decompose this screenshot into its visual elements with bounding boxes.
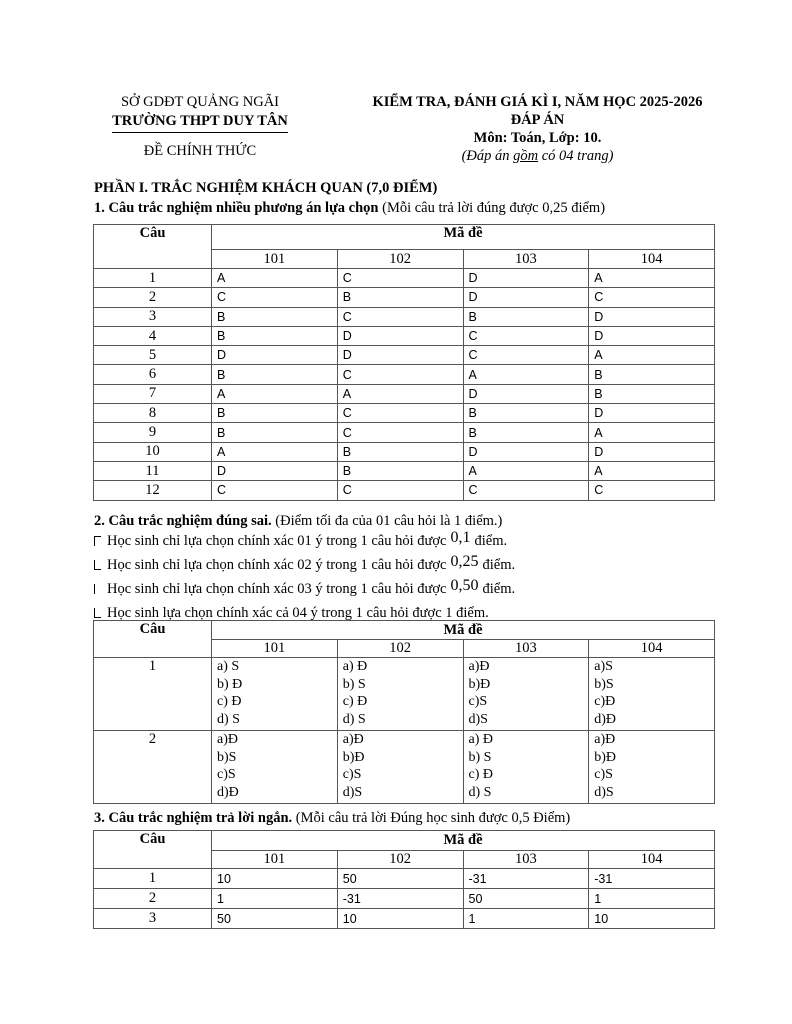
answer-cell: D (589, 404, 715, 423)
answer-cell: 50 (463, 889, 589, 909)
exam-code-102: 102 (337, 250, 463, 269)
rule-unit: điểm. (482, 581, 516, 597)
bullet-marker (94, 536, 101, 546)
question-number: 4 (94, 326, 212, 345)
statement-answer: c)S (594, 767, 613, 782)
table-row (94, 384, 715, 403)
answer-cell: 50 (212, 909, 338, 929)
table-row (94, 365, 715, 384)
answer-cell: A (212, 384, 338, 403)
col-header-cau: Câu (94, 831, 212, 869)
exam-code-103: 103 (463, 250, 589, 269)
answer-cell (589, 731, 715, 804)
department-name: SỞ GDĐT QUẢNG NGÃI (120, 94, 280, 110)
table-row (94, 889, 715, 909)
header-right (340, 93, 735, 165)
answer-cell (589, 658, 715, 731)
statement-answer: c)S (468, 694, 488, 709)
answer-cell: B (337, 288, 463, 307)
statement-answer: a)S (594, 659, 613, 674)
answer-cell: B (212, 404, 338, 423)
answer-cell: -31 (589, 869, 715, 889)
mc-note: (Mỗi câu trả lời đúng được 0,25 điểm) (378, 200, 606, 216)
answer-cell: D (212, 346, 338, 365)
question-number: 5 (94, 346, 212, 365)
answer-cell (337, 658, 463, 731)
answer-cell: A (463, 365, 589, 384)
sa-heading: 3. Câu trắc nghiệm trả lời ngắn. (94, 810, 293, 826)
question-number: 3 (94, 307, 212, 326)
answer-cell: C (337, 365, 463, 384)
question-number: 2 (94, 889, 212, 909)
note-suffix: có 04 trang) (538, 148, 614, 164)
table-row (94, 346, 715, 365)
answer-cell: C (337, 307, 463, 326)
note-prefix: (Đáp án (461, 148, 514, 164)
sa-note: (Mỗi câu trả lời Đúng học sinh được 0,5 Điểm) (292, 810, 571, 826)
statement-answer: d) S (217, 711, 240, 727)
scoring-rule (94, 529, 714, 556)
statement-answer: a) Đ (342, 659, 368, 674)
bullet-marker (94, 560, 101, 570)
col-header-cau: Câu (94, 225, 212, 269)
answer-cell: 1 (463, 909, 589, 929)
exam-code-103: 103 (463, 851, 589, 869)
col-header-ma-de: Mã đề (212, 621, 715, 640)
statement-answer: a)Đ (217, 732, 238, 747)
tf-note: (Điểm tối đa của 01 câu hỏi là 1 điểm.) (271, 513, 503, 529)
rule-text: Học sinh chỉ lựa chọn chính xác 02 ý trong 1 câu hỏi được (107, 557, 447, 573)
answer-cell: A (463, 461, 589, 480)
col-header-cau: Câu (94, 621, 212, 658)
answer-cell: B (212, 423, 338, 442)
answer-cell (337, 731, 463, 804)
rule-unit: điểm. (482, 557, 516, 573)
answer-cell: C (212, 481, 338, 500)
answer-cell: B (212, 326, 338, 345)
answer-cell: 1 (212, 889, 338, 909)
answer-cell (463, 658, 589, 731)
answer-cell: 50 (337, 869, 463, 889)
answer-cell: B (337, 461, 463, 480)
header-left (100, 93, 300, 161)
answer-cell: C (337, 269, 463, 288)
exam-title: KIỂM TRA, ĐÁNH GIÁ KÌ I, NĂM HỌC 2025-2026 (372, 94, 703, 110)
tf-answer-table (93, 620, 715, 804)
answer-cell: B (589, 384, 715, 403)
mc-heading: 1. Câu trắc nghiệm nhiều phương án lựa chọn (94, 200, 379, 216)
rule-unit: điểm. (474, 533, 508, 549)
rule-score: 0,25 (450, 553, 479, 570)
statement-answer: b)Đ (342, 749, 365, 765)
answer-cell: A (212, 442, 338, 461)
bullet-marker (94, 584, 101, 594)
subject-line: Môn: Toán, Lớp: 10. (473, 130, 602, 146)
answer-cell: A (589, 423, 715, 442)
answer-cell: C (337, 423, 463, 442)
note-underlined: gồm (513, 148, 539, 164)
statement-answer: d)Đ (217, 784, 239, 800)
statement-answer: d) S (342, 711, 366, 727)
question-number: 1 (94, 869, 212, 889)
answer-cell: D (589, 442, 715, 461)
exam-code-103: 103 (463, 640, 589, 658)
exam-code-102: 102 (337, 851, 463, 869)
col-header-ma-de: Mã đề (212, 225, 715, 250)
statement-answer: d) S (468, 784, 492, 800)
statement-answer: c)S (342, 767, 362, 782)
answer-cell: D (337, 326, 463, 345)
tf-body (94, 658, 715, 804)
answer-cell: A (589, 346, 715, 365)
official-label: ĐỀ CHÍNH THỨC (143, 143, 257, 159)
scoring-rule (94, 553, 714, 580)
table-row (94, 404, 715, 423)
answer-cell: -31 (337, 889, 463, 909)
answer-cell: A (589, 269, 715, 288)
question-number: 3 (94, 909, 212, 929)
table-row (94, 307, 715, 326)
table-row (94, 269, 715, 288)
table-row (94, 909, 715, 929)
answer-cell: C (589, 288, 715, 307)
answer-cell: B (463, 423, 589, 442)
answer-cell: 10 (337, 909, 463, 929)
statement-answer: d)S (594, 784, 614, 800)
table-row (94, 869, 715, 889)
answer-cell (212, 731, 338, 804)
answer-cell: D (337, 346, 463, 365)
answer-cell: D (589, 326, 715, 345)
question-number: 1 (94, 269, 212, 288)
bullet-marker (94, 608, 101, 618)
question-number: 8 (94, 404, 212, 423)
part1-title: PHẦN I. TRẮC NGHIỆM KHÁCH QUAN (7,0 ĐIỂM) (94, 180, 438, 196)
answer-cell: -31 (463, 869, 589, 889)
exam-code-102: 102 (337, 640, 463, 658)
answer-cell: A (589, 461, 715, 480)
table-row (94, 481, 715, 500)
sa-heading-line (94, 810, 570, 827)
answer-cell: C (337, 404, 463, 423)
mc-answer-table (93, 224, 715, 501)
statement-answer: c)S (217, 767, 236, 782)
tf-scoring-rules (94, 529, 714, 628)
table-row (94, 658, 715, 731)
exam-code-101: 101 (212, 640, 338, 658)
answer-cell: A (212, 269, 338, 288)
rule-text: Học sinh lựa chọn chính xác cả 04 ý trong 1 câu hỏi được 1 điểm. (107, 605, 489, 621)
rule-score: 0,50 (450, 577, 479, 594)
statement-answer: a)Đ (468, 659, 490, 674)
answer-cell: C (463, 346, 589, 365)
sa-answer-table (93, 830, 715, 929)
statement-answer: c)Đ (594, 694, 616, 709)
answer-cell: B (463, 307, 589, 326)
answer-cell: D (463, 442, 589, 461)
answer-cell: C (589, 481, 715, 500)
answer-cell: D (463, 384, 589, 403)
question-number: 2 (94, 288, 212, 307)
question-number: 10 (94, 442, 212, 461)
answer-cell: C (337, 481, 463, 500)
exam-code-104: 104 (589, 851, 715, 869)
answer-cell: D (212, 461, 338, 480)
statement-answer: b) Đ (217, 676, 243, 692)
statement-answer: b)S (217, 749, 237, 765)
answer-cell: B (463, 404, 589, 423)
mc-heading-line (94, 200, 605, 217)
table-row (94, 442, 715, 461)
exam-code-101: 101 (212, 851, 338, 869)
answer-cell: B (337, 442, 463, 461)
tf-heading-line (94, 513, 502, 530)
question-number: 6 (94, 365, 212, 384)
answer-key-title: ĐÁP ÁN (510, 112, 565, 128)
question-number: 12 (94, 481, 212, 500)
sa-body (94, 869, 715, 929)
statement-answer: a) Đ (468, 732, 493, 747)
exam-code-104: 104 (589, 640, 715, 658)
answer-cell: 1 (589, 889, 715, 909)
question-number: 1 (94, 658, 212, 731)
answer-cell: B (589, 365, 715, 384)
answer-cell: D (589, 307, 715, 326)
question-number: 9 (94, 423, 212, 442)
table-row (94, 423, 715, 442)
statement-answer: c) Đ (217, 694, 242, 709)
statement-answer: a)Đ (342, 732, 364, 747)
statement-answer: a)Đ (594, 732, 616, 747)
answer-cell: C (463, 326, 589, 345)
answer-cell: B (212, 365, 338, 384)
statement-answer: b) S (468, 749, 492, 765)
exam-code-101: 101 (212, 250, 338, 269)
table-row (94, 326, 715, 345)
statement-answer: b)S (594, 676, 614, 692)
answer-cell: A (337, 384, 463, 403)
statement-answer: b)Đ (594, 749, 617, 765)
statement-answer: b)Đ (468, 676, 491, 692)
statement-answer: c) Đ (342, 694, 368, 709)
exam-code-104: 104 (589, 250, 715, 269)
question-number: 11 (94, 461, 212, 480)
scoring-rule (94, 577, 714, 604)
answer-cell (463, 731, 589, 804)
statement-answer: d)Đ (594, 711, 617, 727)
question-number: 7 (94, 384, 212, 403)
statement-answer: c) Đ (468, 767, 493, 782)
col-header-ma-de: Mã đề (212, 831, 715, 851)
statement-answer: d)S (342, 784, 363, 800)
answer-cell: 10 (212, 869, 338, 889)
table-row (94, 288, 715, 307)
answer-cell (212, 658, 338, 731)
table-row (94, 731, 715, 804)
answer-cell: B (212, 307, 338, 326)
answer-cell: C (212, 288, 338, 307)
page-count-note (340, 147, 735, 165)
rule-text: Học sinh chỉ lựa chọn chính xác 01 ý trong 1 câu hỏi được (107, 533, 447, 549)
question-number: 2 (94, 731, 212, 804)
statement-answer: b) S (342, 676, 366, 692)
rule-text: Học sinh chỉ lựa chọn chính xác 03 ý trong 1 câu hỏi được (107, 581, 447, 597)
tf-heading: 2. Câu trắc nghiệm đúng sai. (94, 513, 272, 529)
statement-answer: a) S (217, 659, 240, 674)
statement-answer: d)S (468, 711, 488, 727)
rule-score: 0,1 (450, 529, 471, 546)
answer-cell: 10 (589, 909, 715, 929)
mc-body (94, 269, 715, 501)
school-name: TRƯỜNG THPT DUY TÂN (112, 112, 288, 133)
answer-cell: D (463, 269, 589, 288)
answer-cell: D (463, 288, 589, 307)
answer-cell: C (463, 481, 589, 500)
table-row (94, 461, 715, 480)
